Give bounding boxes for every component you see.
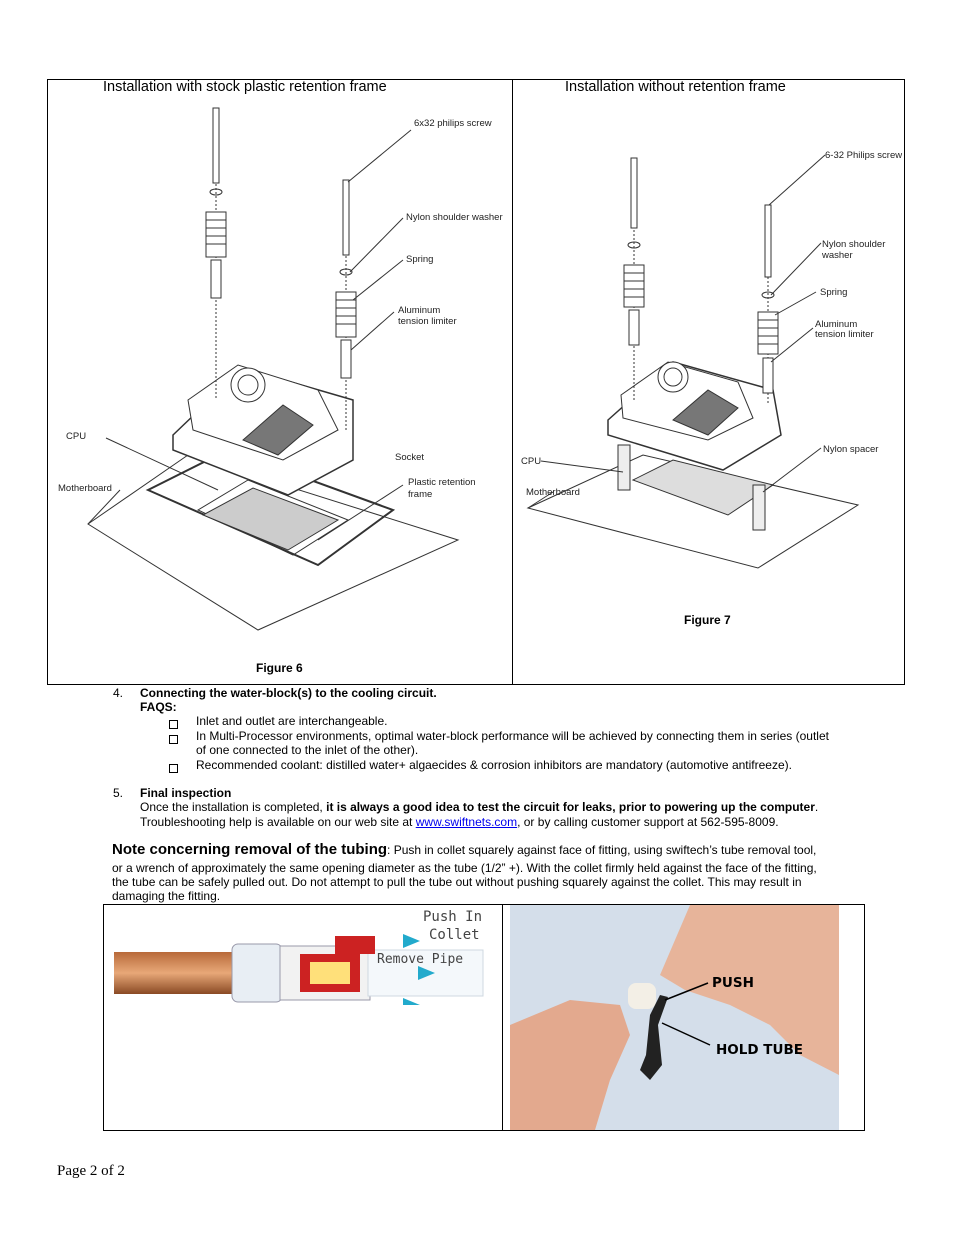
step5-line1-a: Once the installation is completed, [140,800,327,814]
fig7-label-washer-1: Nylon shoulder [822,239,886,250]
step4-title: Connecting the water-block(s) to the cooling circuit. [140,686,437,700]
faq2-checkbox [169,731,178,749]
fig7-label-motherboard: Motherboard [526,487,580,498]
faq3-checkbox [169,760,178,778]
step5-line2-b: , or by calling customer support at 562-595-8009. [517,815,779,829]
diagram-push-label-2: Collet [429,927,480,943]
fig6-label-limiter-1: Aluminum [398,305,441,316]
figure6-drawing [48,100,511,655]
figure6-title: Installation with stock plastic retention frame [103,79,387,95]
tube-removal-photo [510,905,839,1130]
website-link[interactable]: www.swiftnets.com [415,815,518,829]
note-line1-text: : Push in collet squarely against face of fitting, using swiftech’s tube removal tool, [387,843,817,857]
step5-title: Final inspection [140,786,232,800]
step5-line2 [140,815,779,830]
page-number: Page 2 of 2 [57,1163,125,1179]
fig7-label-spacer: Nylon spacer [823,444,879,455]
note-heading: Note concerning removal of the tubing [112,841,388,858]
faq1-text: Inlet and outlet are interchangeable. [196,714,388,728]
step5-line1-b: it is always a good idea to test the circuit for leaks, prior to powering up the computer [326,800,815,814]
faqs-label: FAQS: [140,700,177,714]
step4-number: 4. [113,686,124,700]
figure7-title: Installation without retention frame [565,79,786,95]
fig6-label-screw: 6x32 philips screw [414,118,492,129]
faq2-text-line1: In Multi-Processor environments, optimal water-block performance will be achieved by connecting them in series (outlet [196,729,829,743]
step5-line2-a: Troubleshooting help is available on our web site at [140,815,416,829]
note-line1 [112,843,816,858]
fig7-label-spring: Spring [820,287,848,298]
fig6-label-frame-1: Plastic retention [408,477,476,488]
fig6-label-motherboard: Motherboard [58,483,112,494]
diagram-remove-label: Remove Pipe [377,952,464,967]
photo-push-label: PUSH [712,975,754,991]
fig6-label-washer: Nylon shoulder washer [406,212,503,223]
step5-line1 [140,800,818,815]
tube-removal-divider [502,904,503,1131]
fig6-label-spring: Spring [406,254,434,265]
diagram-push-label-1: Push In [423,909,483,925]
figure7-caption: Figure 7 [684,613,731,627]
photo-hold-label: HOLD TUBE [716,1042,803,1058]
fig7-label-washer-2: washer [822,250,853,261]
faq3-text: Recommended coolant: distilled water+ algaecides & corrosion inhibitors are mandatory (automotive antifreeze). [196,758,792,772]
figure7-drawing [513,100,903,620]
fig6-label-socket: Socket [395,452,425,463]
fig6-label-frame-2: frame [408,489,433,500]
note-line3: the tube can be safely pulled out. Do not attempt to pull the tube out without pushing squarely against the collet. This may result in [112,875,802,889]
figure6-caption: Figure 6 [256,661,303,675]
fig7-label-screw: 6-32 Philips screw [825,150,903,161]
step5-number: 5. [113,786,124,800]
faq2-text-line2: of one connected to the inlet of the other). [196,743,419,757]
fig6-label-limiter-2: tension limiter [398,316,457,327]
step5-line1-c: . [814,800,819,814]
fig7-label-limiter-2: tension limiter [815,329,874,340]
fig6-label-cpu: CPU [66,431,87,442]
fig7-label-limiter-1: Aluminum [815,319,858,330]
fig7-label-cpu: CPU [521,456,542,467]
note-line2: or a wrench of approximately the same opening diameter as the tube (1/2” +). With the collet firmly held against the face of the fitting, [112,861,817,875]
note-line4: damaging the fitting. [112,889,221,903]
